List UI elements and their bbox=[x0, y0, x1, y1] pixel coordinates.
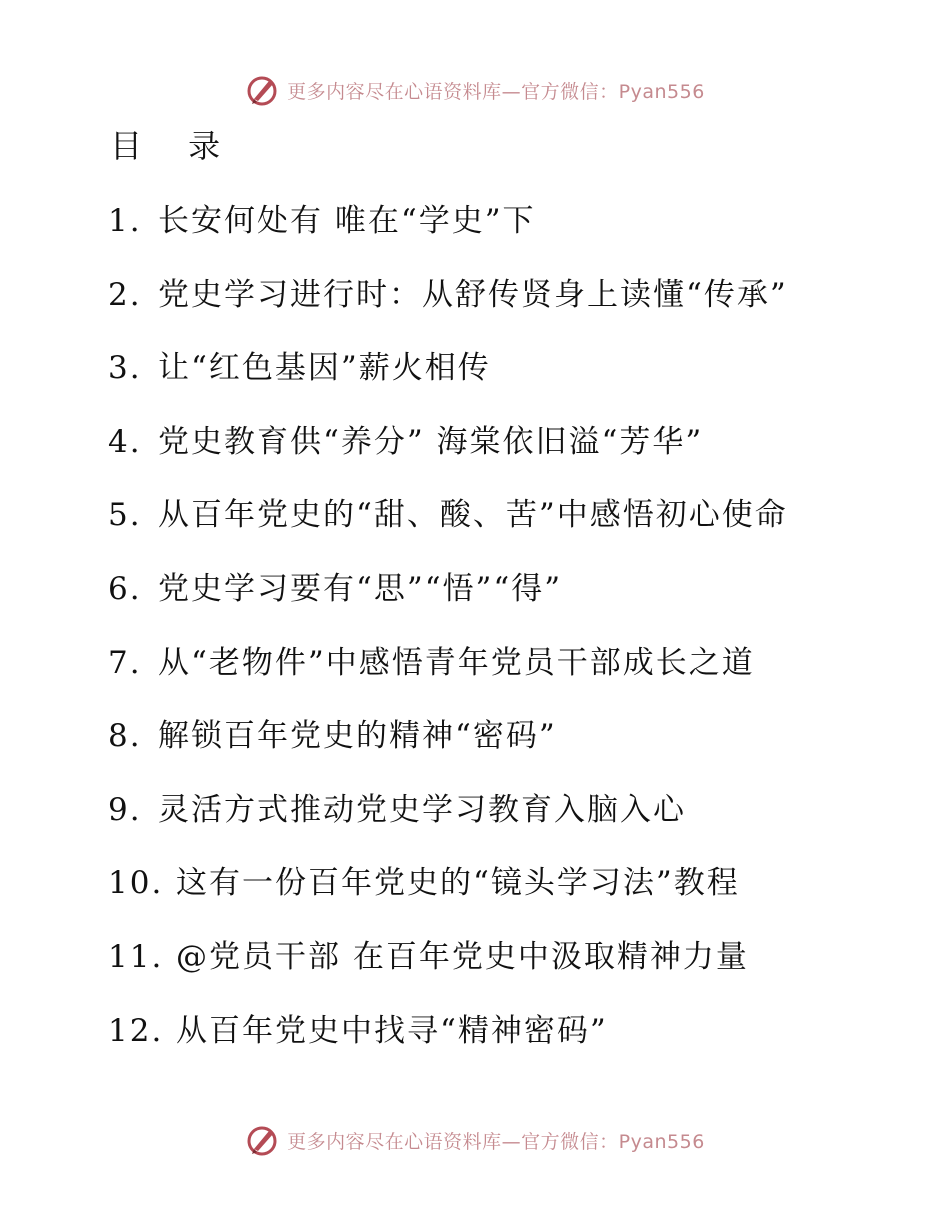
toc-item-text: 解锁百年党史的精神“密码” bbox=[158, 718, 557, 755]
toc-item bbox=[108, 194, 928, 268]
toc-item bbox=[108, 636, 928, 710]
toc-item bbox=[108, 268, 928, 342]
pen-circle-logo-icon bbox=[245, 73, 279, 107]
toc-item-number: 11. bbox=[108, 938, 164, 975]
watermark-text: 更多内容尽在心语资料库—官方微信：Pyan556 bbox=[287, 80, 705, 103]
toc-item-number: 12. bbox=[108, 1012, 164, 1049]
toc-item bbox=[108, 709, 928, 783]
toc-item bbox=[108, 415, 928, 489]
watermark-text: 更多内容尽在心语资料库—官方微信：Pyan556 bbox=[287, 1130, 705, 1153]
footer-watermark bbox=[0, 1120, 950, 1160]
toc-item-text: 从百年党史的“甜、酸、苦”中感悟初心使命 bbox=[158, 497, 788, 534]
toc-item-text: 从百年党史中找寻“精神密码” bbox=[176, 1012, 608, 1049]
toc-item-text: 党史教育供“养分” 海棠依旧溢“芳华” bbox=[158, 423, 704, 460]
toc-item bbox=[108, 856, 928, 930]
toc-item-number: 1. bbox=[108, 203, 142, 239]
toc-item-number: 9. bbox=[108, 791, 142, 828]
toc-title: 目 录 bbox=[110, 127, 239, 165]
toc-item-number: 3. bbox=[108, 350, 142, 387]
toc-item bbox=[108, 930, 928, 1004]
pen-circle-logo-icon bbox=[245, 1123, 279, 1157]
table-of-contents bbox=[108, 194, 928, 1077]
toc-item bbox=[108, 562, 928, 636]
toc-item bbox=[108, 783, 928, 857]
toc-item bbox=[108, 341, 928, 415]
toc-item-text: 这有一份百年党史的“镜头学习法”教程 bbox=[176, 865, 740, 902]
header-watermark bbox=[0, 70, 950, 110]
toc-item-text: @党员干部 在百年党史中汲取精神力量 bbox=[176, 938, 749, 975]
toc-item bbox=[108, 1004, 928, 1078]
toc-item-text: 长安何处有 唯在“学史”下 bbox=[158, 203, 536, 239]
toc-item-number: 7. bbox=[108, 644, 142, 681]
toc-item-number: 6. bbox=[108, 570, 142, 607]
toc-item-text: 党史学习进行时：从舒传贤身上读懂“传承” bbox=[158, 276, 788, 313]
toc-item-number: 8. bbox=[108, 718, 142, 755]
toc-item bbox=[108, 488, 928, 562]
toc-item-number: 4. bbox=[108, 423, 142, 460]
toc-item-number: 2. bbox=[108, 276, 142, 313]
toc-item-text: 灵活方式推动党史学习教育入脑入心 bbox=[158, 791, 686, 828]
toc-item-text: 从“老物件”中感悟青年党员干部成长之道 bbox=[158, 644, 755, 681]
toc-item-number: 5. bbox=[108, 497, 142, 534]
toc-item-text: 党史学习要有“思”“悟”“得” bbox=[158, 570, 563, 607]
toc-item-number: 10. bbox=[108, 865, 164, 902]
toc-item-text: 让“红色基因”薪火相传 bbox=[158, 350, 491, 387]
